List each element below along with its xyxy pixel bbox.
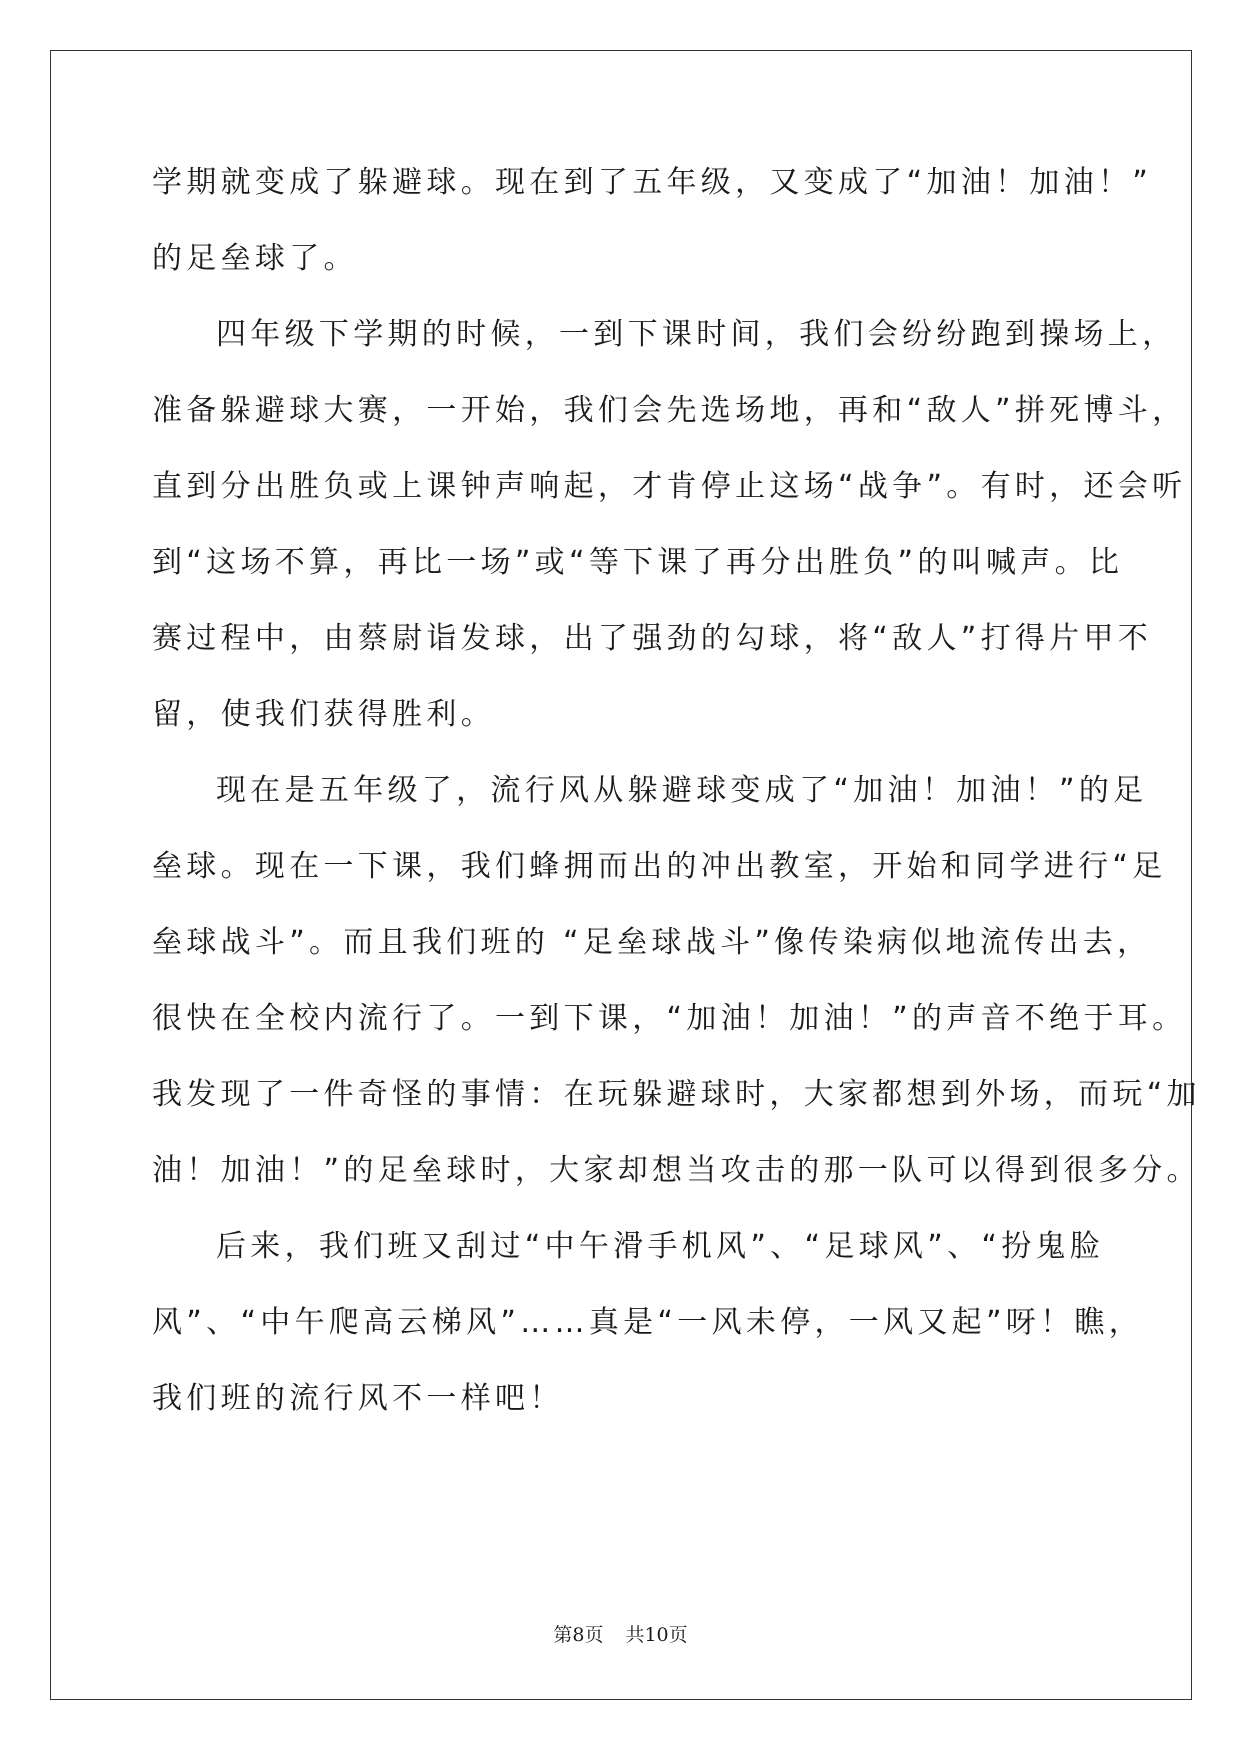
- text-line: 垒球。现在一下课，我们蜂拥而出的冲出教室，开始和同学进行“足: [152, 849, 1167, 884]
- paragraph-first-line: 后来，我们班又刮过“中午滑手机风”、“足球风”、“扮鬼脸: [216, 1229, 1105, 1264]
- text-line: 学期就变成了躲避球。现在到了五年级，又变成了“加油！加油！”: [152, 165, 1153, 200]
- paragraph-first-line: 现在是五年级了，流行风从躲避球变成了“加油！加油！”的足: [216, 773, 1148, 808]
- text-line: 很快在全校内流行了。一到下课，“加油！加油！”的声音不绝于耳。: [152, 1001, 1187, 1036]
- text-line: 直到分出胜负或上课钟声响起，才肯停止这场“战争”。有时，还会听: [152, 469, 1187, 504]
- page-footer: [0, 1623, 1241, 1647]
- page-number: 第8页: [553, 1624, 604, 1646]
- text-line: 风”、“中午爬高云梯风”……真是“一风未停，一风又起”呀！瞧，: [152, 1305, 1144, 1340]
- text-line: 我们班的流行风不一样吧！: [152, 1381, 564, 1416]
- paragraph-first-line: 四年级下学期的时候，一到下课时间，我们会纷纷跑到操场上，: [216, 317, 1177, 352]
- text-line: 到“这场不算，再比一场”或“等下课了再分出胜负”的叫喊声。比: [152, 545, 1124, 580]
- text-line: 我发现了一件奇怪的事情：在玩躲避球时，大家都想到外场，而玩“加: [152, 1077, 1201, 1112]
- text-line: 垒球战斗”。而且我们班的 “足垒球战斗”像传染病似地流传出去，: [152, 925, 1152, 960]
- text-line: 准备躲避球大赛，一开始，我们会先选场地，再和“敌人”拼死博斗，: [152, 393, 1187, 428]
- text-line: 油！加油！”的足垒球时，大家却想当攻击的那一队可以得到很多分。: [152, 1153, 1201, 1188]
- text-line: 赛过程中，由蔡尉诣发球，出了强劲的勾球，将“敌人”打得片甲不: [152, 621, 1153, 656]
- text-line: 留，使我们获得胜利。: [152, 697, 495, 732]
- page-total: 共10页: [625, 1624, 688, 1646]
- text-line: 的足垒球了。: [152, 241, 358, 276]
